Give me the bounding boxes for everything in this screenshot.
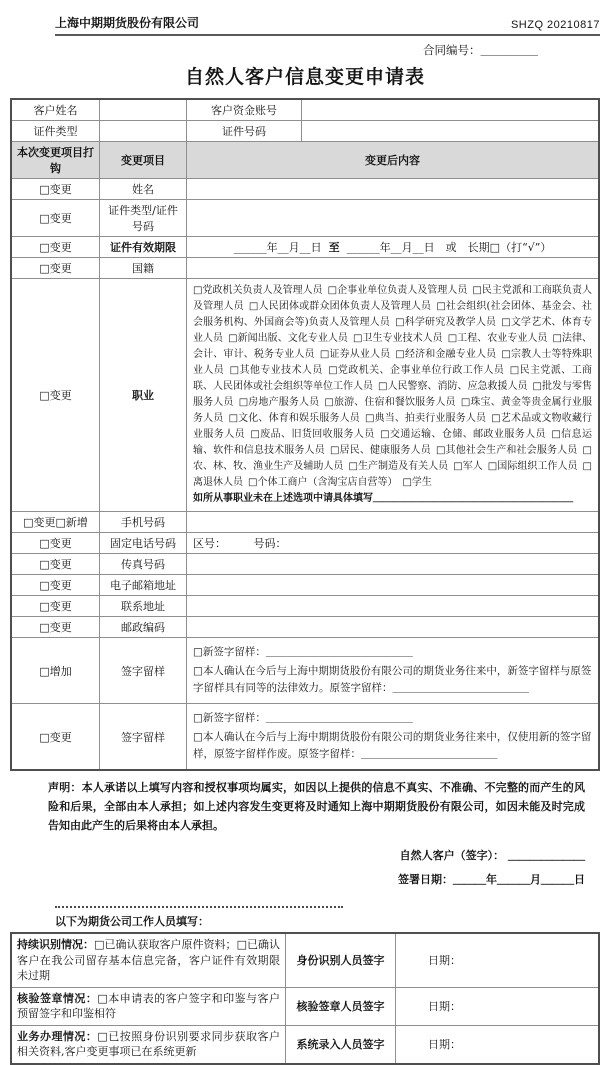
business-processing-label: 业务办理情况： xyxy=(17,1029,98,1043)
checkbox-change-telephone: □变更 xyxy=(12,533,100,553)
identity-officer-sign-label: 身份识别人员签字 xyxy=(286,934,396,987)
staff-row-seal-check xyxy=(12,988,598,1026)
item-signature-add: 签字留样 xyxy=(100,638,187,703)
item-address: 联系地址 xyxy=(100,596,187,616)
checkbox-change-fax: □变更 xyxy=(12,554,100,574)
value-occupation xyxy=(187,279,598,511)
staff-row-identification xyxy=(12,934,598,988)
continuous-identification-text: □已确认获取客户原件资料；□已确认客户在我公司留存基本信息完备，客户证件有效期限未过期 xyxy=(17,938,280,982)
letterhead xyxy=(55,14,600,31)
item-name: 姓名 xyxy=(100,179,187,199)
row-fax xyxy=(12,554,598,575)
value-telephone: 区号： 号码： xyxy=(193,537,287,550)
row-signature-add xyxy=(12,638,598,704)
row-signature-change xyxy=(12,704,598,769)
system-entry-officer-sign-label: 系统录入人员签字 xyxy=(286,1026,396,1063)
signing-date-line: 签署日期：＿＿＿年＿＿＿月＿＿＿日 xyxy=(398,873,585,886)
confirm-void-old-line: □本人确认在今后与上海中期期货股份有限公司的期货业务往来中，仅使用新的签字留样，原签字留样作废。原签字留样：＿＿＿＿＿＿＿＿＿＿＿＿＿ xyxy=(193,731,592,760)
info-row-name-account xyxy=(12,100,598,121)
row-postcode xyxy=(12,617,598,638)
value-email xyxy=(187,575,598,595)
row-id xyxy=(12,200,598,237)
validity-from: ______年__月__日 xyxy=(233,241,322,254)
checkbox-change-occupation: □变更 xyxy=(12,279,100,511)
checkbox-change-postcode: □变更 xyxy=(12,617,100,637)
row-mobile xyxy=(12,512,598,533)
row-address xyxy=(12,596,598,617)
company-name: 上海中期期货股份有限公司 xyxy=(55,16,200,30)
row-email xyxy=(12,575,598,596)
checkbox-change-id: □变更 xyxy=(12,200,100,236)
id-number-label: 证件号码 xyxy=(187,121,302,141)
value-validity xyxy=(187,237,598,257)
main-table xyxy=(10,98,600,771)
seal-check-desc xyxy=(12,988,286,1025)
staff-table xyxy=(10,932,600,1065)
col-header-check: 本次变更项目打钩 xyxy=(12,142,100,178)
continuous-identification-label: 持续识别情况： xyxy=(17,938,95,951)
value-signature-add xyxy=(187,638,598,703)
item-id: 证件类型/证件号码 xyxy=(100,200,187,236)
customer-name-value xyxy=(100,100,187,120)
customer-name-label: 客户姓名 xyxy=(12,100,100,120)
checkbox-change-name: □变更 xyxy=(12,179,100,199)
contract-number-label: 合同编号： xyxy=(423,43,481,57)
staff-row-processing xyxy=(12,1026,598,1063)
id-type-label: 证件类型 xyxy=(12,121,100,141)
item-email: 电子邮箱地址 xyxy=(100,575,187,595)
item-occupation: 职业 xyxy=(100,279,187,511)
contract-number-blank: ＿＿＿＿＿ xyxy=(480,43,538,57)
value-signature-change xyxy=(187,704,598,769)
dotted-separator xyxy=(55,906,343,908)
row-telephone xyxy=(12,533,598,554)
occupation-other-note-text: 如所从事职业未在上述选项中请具体填写 xyxy=(193,493,373,504)
value-address xyxy=(187,596,598,616)
value-mobile xyxy=(187,512,598,532)
value-name xyxy=(187,179,598,199)
confirm-equal-validity-line: □本人确认在今后与上海中期期货股份有限公司的期货业务往来中，新签字留样与原签字留样具有同等的法律效力。原签字留样：＿＿＿＿＿＿＿＿＿＿＿＿＿ xyxy=(193,665,592,694)
seal-check-officer-sign-label: 核验签章人员签字 xyxy=(286,988,396,1025)
row-nationality xyxy=(12,258,598,279)
validity-until: ______年__月__日 或 长期□（打“√”） xyxy=(346,241,552,254)
customer-signature-line: 自然人客户（签字）： ＿＿＿＿＿＿＿ xyxy=(399,849,585,862)
validity-to-word: 至 xyxy=(328,241,340,254)
business-processing-desc xyxy=(12,1026,286,1063)
seal-check-label: 核验签章情况： xyxy=(17,991,98,1005)
staff-section-note: 以下为期货公司工作人员填写： xyxy=(55,915,209,928)
row-name xyxy=(12,179,598,200)
occupation-options: □党政机关负责人及管理人员 □企事业单位负责人及管理人员 □民主党派和工商联负责人及管理人员 □人民团体或群众团体负责人及管理人员 □社会组织(社会团体、基金会、社会服务机构、外国商会等)负责人及管理人员 □科学研究及教学人员 □文学艺术、体育专业人员 □新闻出版、文化专业人员 □卫生专业技术人员 □工程、农业专业人员 □法律、会计、审计、税务专业人员 □证券从业人员 □经济和金融专业人员 □宗教人士等特殊职业人员 □其他专业技术人员 □党政机关、企事业单位行政工作人员 □民主党派、工商联、人民团体或社会组织等单位工作人员 □人民警察、消防、应急救援人员 □批发与零售服务人员 □房地产服务人员 □旅游、住宿和餐饮服务人员 □珠宝、黄金等贵金属行业服务人员 □文化、体育和娱乐服务人员 □典当、拍卖行业服务人员 □艺术品或文物收藏行业服务人员 □废品、旧货回收服务人员 □交通运输、仓储、邮政业服务人员 □信息运输、软件和信息技术服务人员 □居民、健康服务人员 □其他社会生产和社会服务人员 □农、林、牧、渔业生产及辅助人员 □生产制造及有关人员 □军人 □国际组织工作人员 □离退休人员 □个体工商户（含淘宝店自营等） □学生 xyxy=(193,285,592,488)
new-signature-line-2: □新签字留样：＿＿＿＿＿＿＿＿＿＿＿＿＿＿ xyxy=(193,712,413,724)
checkbox-change-add-mobile: □变更□新增 xyxy=(12,512,100,532)
business-processing-text: □已按照身份识别要求同步获取客户相关资料,客户变更事项已在系统更新 xyxy=(17,1029,280,1058)
fund-account-value xyxy=(302,100,598,120)
occupation-other-blank: ＿＿＿＿＿＿＿＿＿＿＿＿＿＿＿＿＿＿＿＿ xyxy=(373,493,573,504)
row-validity xyxy=(12,237,598,258)
change-table-header xyxy=(12,142,598,179)
customer-sign-block xyxy=(10,844,585,892)
row-occupation xyxy=(12,279,598,512)
checkbox-change-address: □变更 xyxy=(12,596,100,616)
col-header-item: 变更项目 xyxy=(100,142,187,178)
value-id xyxy=(187,200,598,236)
id-number-value xyxy=(302,121,598,141)
item-validity: 证件有效期限 xyxy=(100,237,187,257)
value-nationality xyxy=(187,258,598,278)
contract-number-line xyxy=(10,42,600,58)
item-signature-change: 签字留样 xyxy=(100,704,187,769)
checkbox-change-nationality: □变更 xyxy=(12,258,100,278)
identity-officer-date-label: 日期： xyxy=(428,954,461,968)
item-nationality: 国籍 xyxy=(100,258,187,278)
col-header-content: 变更后内容 xyxy=(187,142,598,178)
item-mobile: 手机号码 xyxy=(100,512,187,532)
checkbox-change-validity: □变更 xyxy=(12,237,100,257)
item-telephone: 固定电话号码 xyxy=(100,533,187,553)
checkbox-change-signature: □变更 xyxy=(12,704,100,769)
item-postcode: 邮政编码 xyxy=(100,617,187,637)
fund-account-label: 客户资金账号 xyxy=(187,100,302,120)
continuous-identification-desc xyxy=(12,934,286,987)
seal-check-officer-date-label: 日期： xyxy=(428,1000,461,1013)
declaration-paragraph: 声明：本人承诺以上填写内容和授权事项均属实，如因以上提供的信息不真实、不准确、不完整的而产生的风险和后果，全部由本人承担；如上述内容发生变更将及时通知上海中期期货股份有限公司，如因未能及时完成告知由此产生的后果将由本人承担。 xyxy=(48,781,585,832)
value-fax xyxy=(187,554,598,574)
checkbox-change-email: □变更 xyxy=(12,575,100,595)
seal-check-text: □本申请表的客户签字和印鉴与客户预留签字和印鉴相符 xyxy=(17,991,280,1020)
occupation-other-note xyxy=(193,491,592,507)
form-title: 自然人客户信息变更申请表 xyxy=(184,66,425,88)
doc-code: SHZQ 20210817 xyxy=(510,19,600,31)
new-signature-line: □新签字留样：＿＿＿＿＿＿＿＿＿＿＿＿＿＿ xyxy=(193,646,413,658)
system-entry-officer-date-label: 日期： xyxy=(428,1038,461,1051)
value-postcode xyxy=(187,617,598,637)
letterhead-rule xyxy=(55,34,600,36)
info-row-idtype-idno xyxy=(12,121,598,142)
checkbox-add-signature: □增加 xyxy=(12,638,100,703)
id-type-value xyxy=(100,121,187,141)
item-fax: 传真号码 xyxy=(100,554,187,574)
